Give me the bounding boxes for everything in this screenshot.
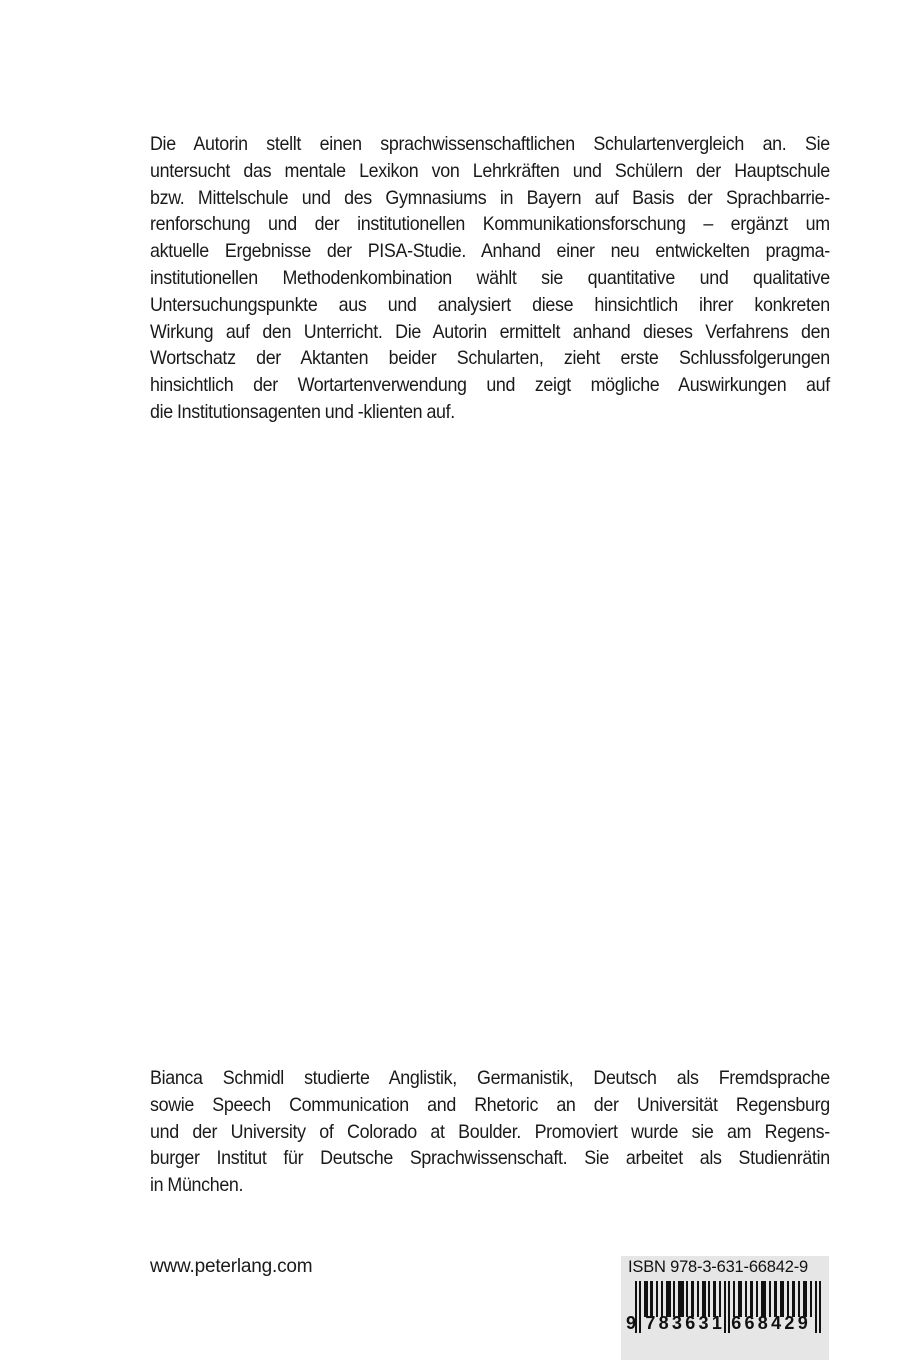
barcode-first-digit: 9 xyxy=(626,1313,640,1333)
blurb-line: Wortschatz der Aktanten beider Schularten, zieht erste Schlussfolgerungen xyxy=(150,348,830,370)
barcode-right-digits: 668429 xyxy=(731,1313,812,1333)
barcode-digits xyxy=(626,1313,811,1334)
blurb-line: Wirkung auf den Unterricht. Die Autorin ermittelt anhand dieses Verfahrens den xyxy=(150,321,830,343)
back-cover-blurb xyxy=(150,132,830,427)
author-bio xyxy=(150,1066,830,1200)
barcode-left-digits: 783631 xyxy=(645,1313,726,1333)
blurb-line: bzw. Mittelschule und des Gymnasiums in Bayern auf Basis der Sprachbarrie- xyxy=(150,187,830,209)
blurb-line: renforschung und der institutionellen Kommunikationsforschung – ergänzt um xyxy=(150,214,830,236)
blurb-line: Untersuchungspunkte aus und analysiert diese hinsichtlich ihrer konkreten xyxy=(150,294,830,316)
blurb-line: hinsichtlich der Wortartenverwendung und zeigt mögliche Auswirkungen auf xyxy=(150,375,830,397)
blurb-line: institutionellen Methodenkombination wählt sie quantitative und qualitative xyxy=(150,267,830,289)
bio-line: burger Institut für Deutsche Sprachwissenschaft. Sie arbeitet als Studienrätin xyxy=(150,1148,830,1170)
blurb-line: die Institutionsagenten und -klienten auf. xyxy=(150,401,455,423)
bio-line: Bianca Schmidl studierte Anglistik, Germanistik, Deutsch als Fremdsprache xyxy=(150,1068,830,1089)
blurb-line: aktuelle Ergebnisse der PISA-Studie. Anhand einer neu entwickelten pragma- xyxy=(150,241,830,263)
blurb-line: untersucht das mentale Lexikon von Lehrkräften und Schülern der Hauptschule xyxy=(150,160,830,182)
isbn-barcode-box xyxy=(621,1256,829,1360)
isbn-label: ISBN 978-3-631-66842-9 xyxy=(628,1258,808,1276)
bio-line: und der University of Colorado at Boulder. Promoviert wurde sie am Regens- xyxy=(150,1121,830,1143)
publisher-url: www.peterlang.com xyxy=(150,1256,313,1277)
bio-line: sowie Speech Communication and Rhetoric an der Universität Regensburg xyxy=(150,1094,830,1116)
bio-line: in München. xyxy=(150,1175,244,1197)
blurb-line: Die Autorin stellt einen sprachwissenschaftlichen Schulartenvergleich an. Sie xyxy=(150,134,830,155)
